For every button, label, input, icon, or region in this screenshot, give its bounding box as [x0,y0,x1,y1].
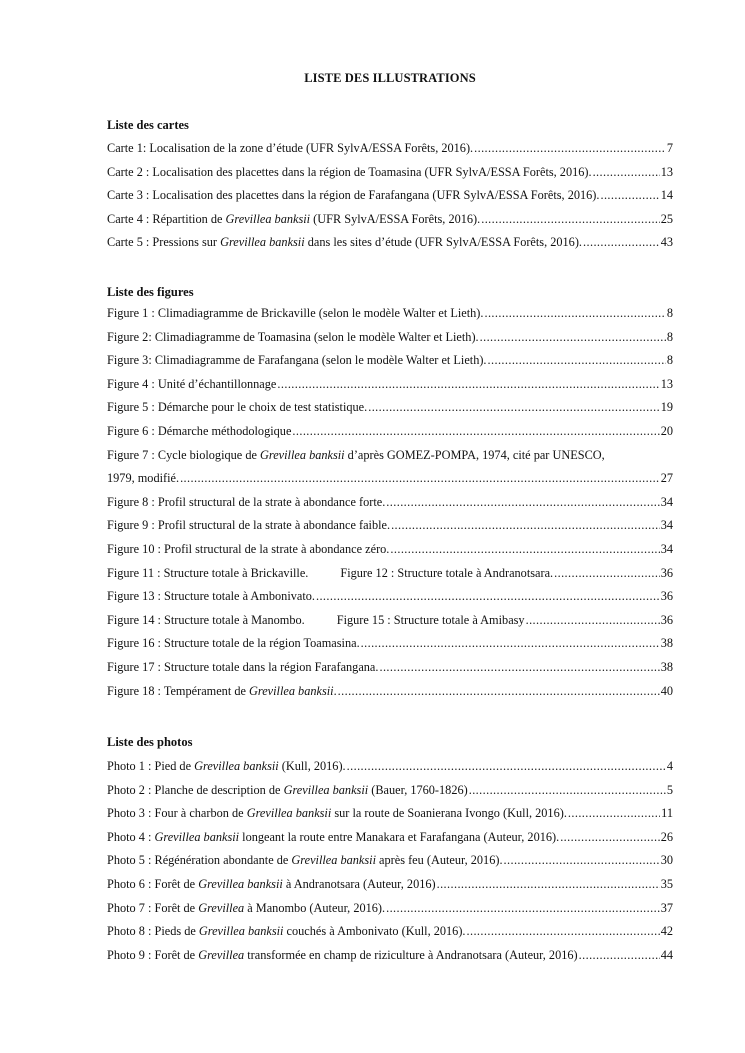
dot-leader [484,306,665,321]
toc-entry[interactable] [107,235,673,253]
dot-leader [180,471,660,486]
dot-leader [386,495,659,510]
page-number: 43 [660,235,673,250]
page-number: 37 [660,900,673,915]
dot-leader [560,830,660,845]
toc-entry[interactable] [107,759,673,777]
entry-title: Figure 10 : Profil structural de la strate à abondance zéro. [107,542,390,556]
page-number: 38 [660,660,673,674]
dot-leader [474,141,666,156]
page-number: 36 [660,589,673,604]
entry-title: Photo 4 : Grevillea banksii longeant la route entre Manakara et Farafangana (Auteur, 2016). [107,829,560,844]
dot-leader [554,566,660,581]
dot-leader [593,165,660,180]
entry-title: Carte 4 : Répartition de Grevillea banksii (UFR SylvA/ESSA Forêts, 2016). [107,211,481,226]
page-number: 34 [660,518,673,533]
entry-title: Figure 13 : Structure totale à Ambonivato. [107,589,315,604]
toc-entry[interactable] [107,424,673,442]
dot-leader [469,783,666,798]
dot-leader [504,853,660,868]
toc-entry[interactable] [107,877,673,895]
page-number: 13 [660,376,673,391]
page-number: 4 [666,759,673,773]
page-title: LISTE DES ILLUSTRATIONS [304,71,476,85]
dot-leader [568,806,660,821]
page-number: 8 [666,306,673,320]
page-number: 11 [661,806,673,821]
entry-title: Figure 14 : Structure totale à Manombo. Figure 15 : Structure totale à Amibasy [107,612,525,627]
entry-title: Photo 8 : Pieds de Grevillea banksii couchés à Ambonivato (Kull, 2016). [107,924,466,939]
toc-entry-line[interactable]: Figure 7 : Cycle biologique de Grevillea banksii d’après GOMEZ-POMPA, 1974, cité par UNESCO, [107,447,605,462]
entry-title: 1979, modifié. [107,471,180,486]
dot-leader [368,400,659,415]
dot-leader [437,877,660,892]
entry-title: Photo 2 : Planche de description de Grevillea banksii (Bauer, 1760-1826) [107,782,468,797]
dot-leader [526,613,660,628]
dot-leader [467,924,660,939]
entry-title: Carte 5 : Pressions sur Grevillea banksii dans les sites d’étude (UFR SylvA/ESSA Forêts, 2016). [107,235,583,250]
dot-leader [361,636,660,651]
dot-leader [338,684,660,699]
section-heading-photos: Liste des photos [107,735,193,749]
entry-title: Photo 6 : Forêt de Grevillea banksii à Andranotsara (Auteur, 2016) [107,877,436,891]
page-number: 8 [666,329,673,344]
toc-entry[interactable] [107,377,673,395]
page-number: 44 [660,947,673,962]
entry-title: Figure 2: Climadiagramme de Toamasina (selon le modèle Walter et Lieth). [107,329,479,344]
toc-entry[interactable] [107,660,673,678]
toc-entry[interactable] [107,830,673,848]
page-number: 25 [660,211,673,226]
entry-title: Carte 1: Localisation de la zone d’étude (UFR SylvA/ESSA Forêts, 2016). [107,141,474,155]
entry-title: Carte 3 : Localisation des placettes dans la région de Farafangana (UFR SylvA/ESSA Forêts, 2016). [107,188,600,203]
dot-leader [390,542,659,557]
entry-title: Figure 17 : Structure totale dans la région Farafangana. [107,660,379,674]
page-number: 20 [660,424,673,438]
page-number: 42 [660,924,673,939]
toc-entry[interactable] [107,589,673,607]
toc-entry[interactable] [107,566,673,584]
toc-entry[interactable] [107,806,673,824]
dot-leader [347,759,666,774]
entry-title: Figure 3: Climadiagramme de Farafangana (selon le modèle Walter et Lieth). [107,353,487,368]
entry-title: Figure 4 : Unité d’échantillonnage [107,376,277,391]
toc-entry[interactable] [107,783,673,801]
page-number: 30 [660,853,673,868]
toc-entry[interactable] [107,165,673,183]
entry-title: Figure 16 : Structure totale de la région Toamasina. [107,636,360,651]
toc-entry[interactable] [107,471,673,489]
page-number: 38 [660,636,673,651]
dot-leader [386,901,660,916]
dot-leader [391,518,660,533]
toc-entry[interactable] [107,495,673,513]
entry-title: Photo 1 : Pied de Grevillea banksii (Kull, 2016). [107,759,346,773]
toc-entry[interactable] [107,613,673,631]
entry-title: Figure 9 : Profil structural de la strate à abondance faible. [107,518,391,533]
entry-title: Photo 3 : Four à charbon de Grevillea banksii sur la route de Soanierana Ivongo (Kull, 2016). [107,806,567,821]
page-number: 36 [660,565,673,580]
page-number: 7 [666,141,673,155]
toc-entry[interactable] [107,901,673,919]
section-heading-cartes: Liste des cartes [107,118,189,132]
dot-leader [480,330,666,345]
toc-entry[interactable] [107,684,673,702]
dot-leader [600,188,659,203]
entry-title: Photo 9 : Forêt de Grevillea transformée en champ de riziculture à Andranotsara (Auteur, 2016) [107,947,578,962]
toc-entry[interactable] [107,948,673,966]
toc-entry[interactable] [107,141,673,159]
entry-title: Figure 8 : Profil structural de la strate à abondance forte. [107,494,386,509]
page-number: 34 [660,494,673,509]
toc-entry[interactable] [107,400,673,418]
entry-title: Figure 6 : Démarche méthodologique [107,424,292,438]
page-number: 14 [660,188,673,203]
dot-leader [488,353,666,368]
dot-leader [579,948,660,963]
dot-leader [379,660,659,675]
toc-entry[interactable] [107,924,673,942]
page-number: 35 [660,877,673,891]
dot-leader [292,424,659,439]
toc-entry[interactable] [107,330,673,348]
page-number: 34 [660,542,673,556]
entry-title: Figure 18 : Tempérament de Grevillea banksii. [107,683,337,698]
page-number: 27 [660,471,673,486]
toc-entry[interactable] [107,306,673,324]
page-number: 19 [660,400,673,415]
toc-entry[interactable] [107,212,673,230]
entry-title: Figure 1 : Climadiagramme de Brickaville (selon le modèle Walter et Lieth). [107,306,484,320]
entry-title: Figure 5 : Démarche pour le choix de test statistique. [107,400,368,415]
toc-entry[interactable] [107,853,673,871]
toc-entry[interactable] [107,518,673,536]
entry-title: Figure 11 : Structure totale à Brickaville. Figure 12 : Structure totale à Andranotsara. [107,565,554,580]
page-number: 13 [660,164,673,179]
entry-title: Photo 7 : Forêt de Grevillea à Manombo (Auteur, 2016). [107,900,386,915]
page-number: 5 [666,782,673,797]
page-number: 26 [660,829,673,844]
dot-leader [316,589,660,604]
page-number: 36 [660,612,673,627]
dot-leader [481,212,659,227]
toc-entry[interactable] [107,542,673,560]
entry-title: Photo 5 : Régénération abondante de Grevillea banksii après feu (Auteur, 2016). [107,853,503,868]
dot-leader [583,235,660,250]
toc-entry[interactable] [107,353,673,371]
entry-title: Carte 2 : Localisation des placettes dans la région de Toamasina (UFR SylvA/ESSA Forêts, 2016). [107,164,592,179]
dot-leader [277,377,659,392]
toc-entry[interactable] [107,636,673,654]
section-heading-figures: Liste des figures [107,285,194,299]
page-number: 8 [666,353,673,368]
page-number: 40 [660,683,673,698]
toc-entry[interactable] [107,188,673,206]
